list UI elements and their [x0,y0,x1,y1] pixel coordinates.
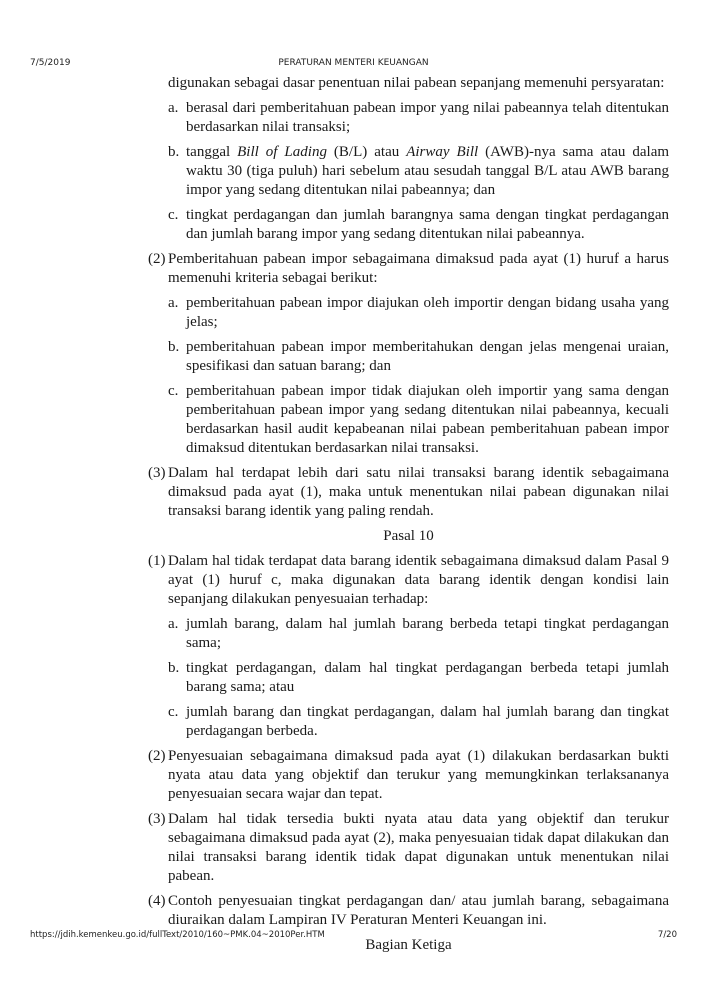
paragraph-number: (2) [148,251,166,267]
numbered-paragraph [148,747,669,804]
list-item [148,206,669,244]
text-segment: (AWB)-nya sama atau dalam waktu 30 (tiga puluh) hari sebelum atau sesudah tanggal B/L atau AWB barang impor yang sedang ditentukan nilai pabeannya; dan [186,144,670,198]
list-marker: c. [168,383,179,399]
italic-term: Airway Bill [406,144,479,160]
list-item [148,338,669,376]
list-item [148,143,669,200]
paragraph-text: Penyesuaian sebagaimana dimaksud pada ayat (1) dilakukan berdasarkan bukti nyata atau data yang objektif dan terukur yang memungkinkan terlaksananya penyesuaian secara wajar dan tepat. [168,748,669,802]
list-item-text: tingkat perdagangan dan jumlah barangnya sama dengan tingkat perdagangan dan jumlah barang impor yang sedang ditentukan nilai pabeannya. [186,207,669,242]
numbered-paragraph [148,810,669,886]
text-segment: (B/L) atau [326,144,407,160]
list-marker: a. [168,616,179,632]
list-item-text: jumlah barang dan tingkat perdagangan, dalam hal jumlah barang dan tingkat perdagangan berbeda. [186,704,669,739]
list-marker: b. [168,144,180,160]
paragraph-number: (3) [148,465,166,481]
list-marker: a. [168,295,179,311]
paragraph-text: Dalam hal terdapat lebih dari satu nilai transaksi barang identik sebagaimana dimaksud pada ayat (1), maka untuk menentukan nilai pabean digunakan nilai transaksi barang identik yang paling rendah. [168,465,669,519]
paragraph-text: Contoh penyesuaian tingkat perdagangan dan/ atau jumlah barang, sebagaimana diuraikan dalam Lampiran IV Peraturan Menteri Keuangan ini. [168,893,669,928]
numbered-paragraph [148,892,669,930]
list-item [148,382,669,458]
print-date: 7/5/2019 [30,58,71,68]
section-heading: Bagian Ketiga [365,937,452,953]
list-item-text: pemberitahuan pabean impor tidak diajukan oleh importir yang sama dengan pemberitahuan pabean impor yang sedang ditentukan nilai pabeannya, kecuali berdasarkan hasil audit kepabeanan nilai pabean pemberitahuan pabean impor dimaksud ditentukan berdasarkan nilai transaksi. [186,383,669,456]
list-marker: c. [168,704,179,720]
list-marker: c. [168,207,179,223]
text-segment: tanggal [186,144,238,160]
list-item-text: jumlah barang, dalam hal jumlah barang berbeda tetapi tingkat perdagangan sama; [186,616,669,651]
italic-term: Bill of Lading [237,144,327,160]
paragraph-text: Dalam hal tidak terdapat data barang identik sebagaimana dimaksud dalam Pasal 9 ayat (1) huruf c, maka digunakan data barang identik dengan kondisi lain sepanjang dilakukan penyesuaian terhadap: [168,553,669,607]
intro-paragraph: digunakan sebagai dasar penentuan nilai pabean sepanjang memenuhi persyaratan: [168,75,665,91]
numbered-paragraph [148,464,669,521]
paragraph-number: (1) [148,553,166,569]
list-item [148,615,669,653]
list-item [148,659,669,697]
paragraph-number: (2) [148,748,166,764]
list-item [148,294,669,332]
list-item [148,703,669,741]
paragraph-text: Pemberitahuan pabean impor sebagaimana dimaksud pada ayat (1) huruf a harus memenuhi kriteria sebagai berikut: [168,251,669,286]
document-body [148,74,669,961]
paragraph-text: Dalam hal tidak tersedia bukti nyata atau data yang objektif dan terukur sebagaimana dimaksud pada ayat (2), maka penyesuaian tidak dapat dilakukan dan nilai transaksi barang identik tidak dapat digunakan untuk menentukan nilai pabean. [168,811,669,884]
paragraph-number: (4) [148,893,166,909]
list-marker: b. [168,339,180,355]
list-item-text: berasal dari pemberitahuan pabean impor yang nilai pabeannya telah ditentukan berdasarkan nilai transaksi; [186,100,669,135]
list-item-text [186,144,669,198]
list-item-text: tingkat perdagangan, dalam hal tingkat perdagangan berbeda tetapi jumlah barang sama; atau [186,660,669,695]
list-marker: b. [168,660,180,676]
paragraph-number: (3) [148,811,166,827]
pasal-heading: Pasal 10 [383,528,434,544]
source-url-link[interactable]: https://jdih.kemenkeu.go.id/fullText/2010/160~PMK.04~2010Per.HTM [30,930,325,940]
list-item-text: pemberitahuan pabean impor memberitahukan dengan jelas mengenai uraian, spesifikasi dan satuan barang; dan [186,339,669,374]
document-title: PERATURAN MENTERI KEUANGAN [278,58,429,68]
page-number: 7/20 [657,930,677,940]
list-item [148,99,669,137]
numbered-paragraph [148,250,669,288]
list-marker: a. [168,100,179,116]
list-item-text: pemberitahuan pabean impor diajukan oleh importir dengan bidang usaha yang jelas; [186,295,669,330]
numbered-paragraph [148,552,669,609]
